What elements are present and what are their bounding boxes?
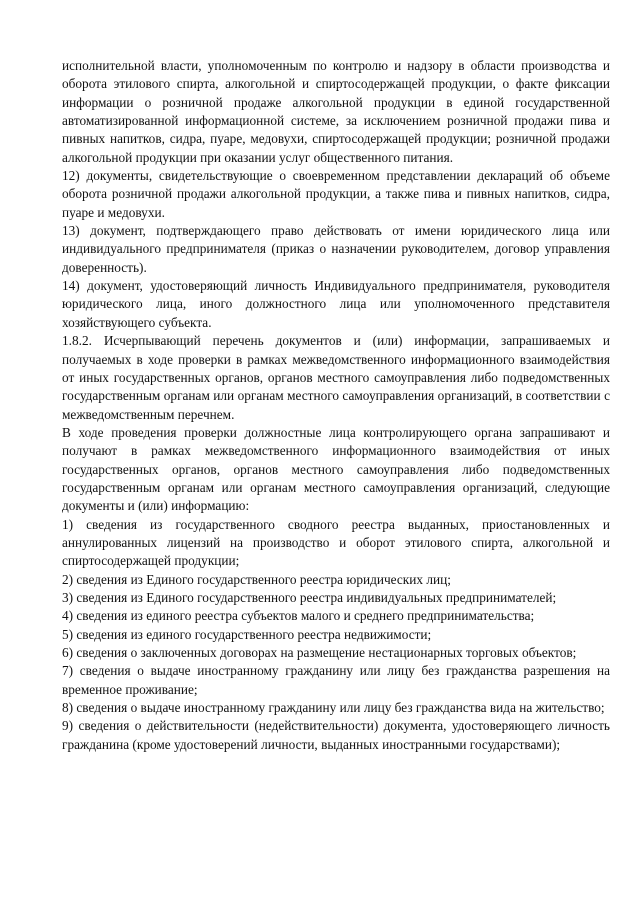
paragraph-item-14: 14) документ, удостоверяющий личность Индивидуального предпринимателя, руководителя юридического лица, иного должностного лица или уполномоченного представителя хозяйствующего субъекта. [62,278,610,330]
paragraph-continuation: исполнительной власти, уполномоченным по контролю и надзору в области производства и оборота этилового спирта, алкогольной и спиртосодержащей продукции, о факте фиксации информации о розничной продаже алкогольной продукции в единой государственной автоматизированной информационной системе, за исключением розничной продажи пива и пивных напитков, сидра, пуаре, медовухи, спиртосодержащей продукции; розничной продажи алкогольной продукции при оказании услуг общественного питания. [62,58,610,165]
document-page [62,57,610,754]
paragraph-item-13: 13) документ, подтверждающего право действовать от имени юридического лица или индивидуального предпринимателя (приказ о назначении руководителем, договор управления доверенность). [62,223,610,275]
list-item-2: 2) сведения из Единого государственного реестра юридических лиц; [62,571,451,587]
paragraph-section-1-8-2: 1.8.2. Исчерпывающий перечень документов и (или) информации, запрашиваемых и получаемых в ходе проверки в рамках межведомственного информационного взаимодействия от иных государственных органов, органов местного самоуправления либо подведомственных государственным органам или органам местного самоуправления организаций, в соответствии с межведомственным перечнем. [62,333,610,422]
list-item-5: 5) сведения из единого государственного реестра недвижимости; [62,626,432,642]
list-item-8: 8) сведения о выдаче иностранному гражданину или лицу без гражданства вида на жительство; [62,700,605,716]
paragraph-intro: В ходе проведения проверки должностные лица контролирующего органа запрашивают и получают в рамках межведомственного информационного взаимодействия от иных государственных органов, органов местного самоуправления либо подведомственных государственным органам или органам местного самоуправления организаций, следующие документы и (или) информацию: [62,424,610,514]
list-item-7: 7) сведения о выдаче иностранному гражданину или лицу без гражданства разрешения на временное проживание; [62,663,610,697]
list-item-4: 4) сведения из единого реестра субъектов малого и среднего предпринимательства; [62,608,535,624]
paragraph-item-12: 12) документы, свидетельствующие о своевременном представлении деклараций об объеме оборота розничной продажи алкогольной продукции, а также пива и пивных напитков, сидра, пуаре и медовухи. [62,168,610,220]
list-item-6: 6) сведения о заключенных договорах на размещение нестационарных торговых объектов; [62,645,577,660]
list-item-9: 9) сведения о действительности (недействительности) документа, удостоверяющего личность гражданина (кроме удостоверений личности, выданных иностранными государствами); [62,718,610,752]
list-item-3: 3) сведения из Единого государственного реестра индивидуальных предпринимателей; [62,589,557,605]
list-item-1: 1) сведения из государственного сводного реестра выданных, приостановленных и аннулированных лицензий на производство и оборот этилового спирта, алкогольной и спиртосодержащей продукции; [62,516,610,569]
